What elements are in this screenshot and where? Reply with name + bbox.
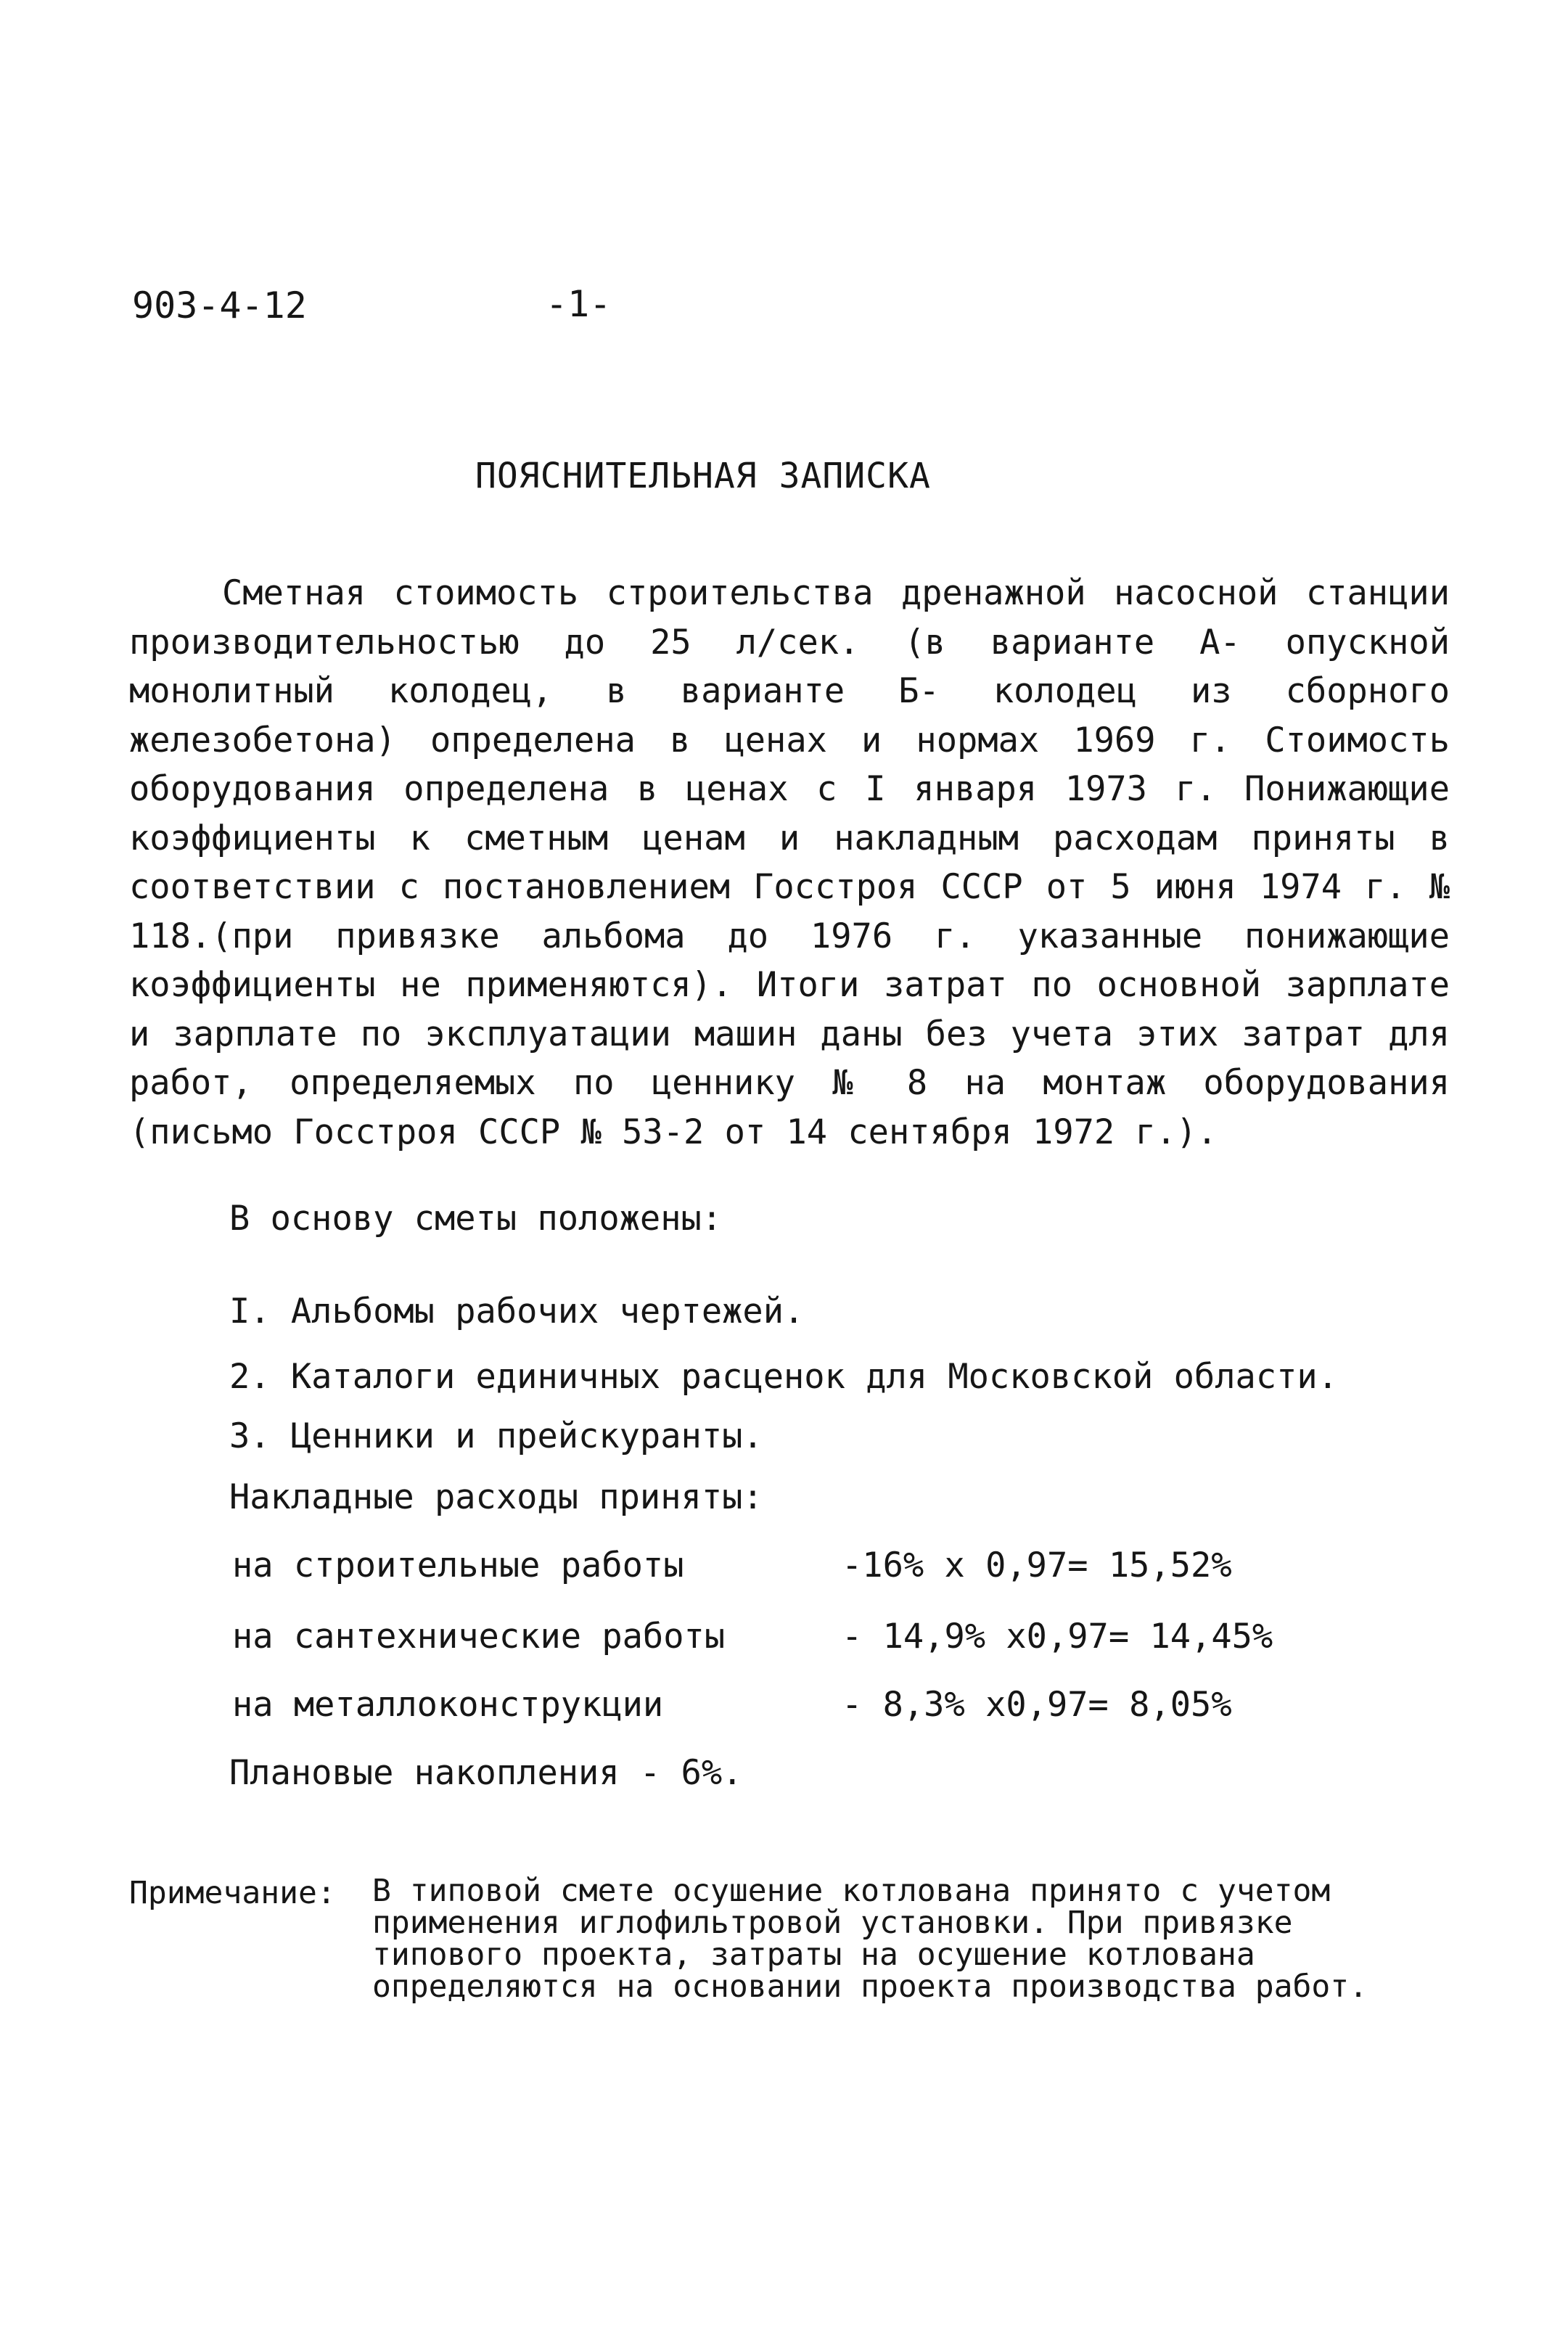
basis-heading: В основу сметы положены: — [229, 1199, 723, 1239]
list-item: I. Альбомы рабочих чертежей. — [229, 1292, 805, 1331]
page-title: ПОЯСНИТЕЛЬНАЯ ЗАПИСКА — [475, 456, 931, 496]
overhead-rate-label: на сантехнические работы — [232, 1617, 726, 1657]
overhead-rate-value: - 8,3% x0,97= 8,05% — [842, 1685, 1232, 1725]
document-code: 903-4-12 — [132, 284, 307, 327]
note-text: В типовой смете осушение котлована принято с учетом применения иглофильтровой установки. При привязке типового проекта, затраты на осушение котлована определяются на основании проекта производства работ. — [372, 1873, 1368, 2005]
overhead-heading: Накладные расходы приняты: — [229, 1477, 763, 1517]
note-label: Примечание: — [129, 1875, 336, 1911]
list-item: 2. Каталоги единичных расценок для Московской области. — [229, 1357, 1339, 1397]
page-number: -1- — [546, 283, 612, 325]
overhead-rate-label: на металлоконструкции — [232, 1685, 664, 1725]
list-item: 3. Ценники и прейскуранты. — [229, 1416, 763, 1456]
planned-savings: Плановые накопления - 6%. — [229, 1753, 743, 1793]
overhead-rate-value: -16% x 0,97= 15,52% — [842, 1545, 1232, 1585]
overhead-rate-value: - 14,9% x0,97= 14,45% — [842, 1617, 1273, 1657]
intro-paragraph-text: Сметная стоимость строительства дренажной насосной станции производительностью до 25 л/сек. (в варианте А- опускной монолитный колодец, в варианте Б- колодец из сборного железобетона) определена в ценах и нормах 1969 г. Стоимость оборудования определена в ценах с I января 1973 г. Понижающие коэффициенты к сметным ценам и накладным расходам приняты в соответствии с постановлением Госстроя СССР от 5 июня 1974 г. № 118.(при привязке альбома до 1976 г. указанные понижающие коэффициенты не применяются). Итоги затрат по основной зарплате и зарплате по эксплуатации машин даны без учета этих затрат для работ, определяемых по ценнику № 8 на монтаж оборудования (письмо Госстроя СССР № 53-2 от 14 сентября 1972 г.). — [129, 573, 1450, 1152]
overhead-rate-label: на строительные работы — [232, 1545, 684, 1585]
intro-paragraph — [129, 569, 1450, 1157]
